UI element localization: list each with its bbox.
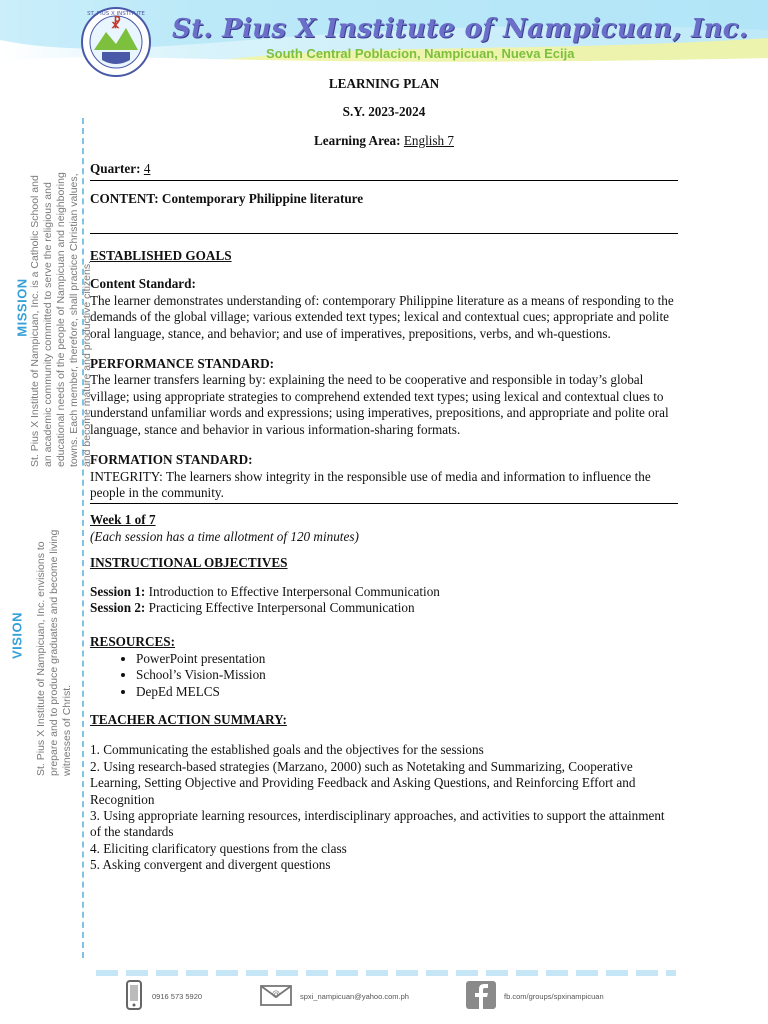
session-note: (Each session has a time allotment of 120 minutes) (90, 528, 359, 544)
formation-text: INTEGRITY: The learners show integrity in the responsible use of media and information to influence the people in the community. (90, 468, 651, 500)
vision-text: St. Pius X Institute of Nampicuan, Inc. envisions to prepare and to produce graduates and become living witnesses of Christ. (35, 529, 73, 776)
learning-plan-document (90, 76, 678, 874)
footer-email (260, 980, 409, 1012)
list-item: • DepEd MELCS (136, 684, 678, 700)
footer-divider (96, 970, 676, 976)
school-logo (80, 6, 152, 78)
list-item: 3. Using appropriate learning resources, interdisciplinary approaches, and activities to support the attainment of the standards (90, 808, 665, 840)
phone-icon (124, 980, 144, 1012)
school-address: South Central Poblacion, Nampicuan, Nueva Ecija (266, 46, 575, 61)
session-item (90, 600, 678, 616)
session-label: Session 1: (90, 583, 146, 599)
list-item: 2. Using research-based strategies (Marzano, 2000) such as Notetaking and Summarizing, Cooperative Learning, Setting Objective and Providing Feedback and Asking Questions, and Reinforcing Effort and Recognition (90, 758, 636, 807)
divider (90, 233, 678, 234)
content-line: CONTENT: Contemporary Philippine literature (90, 190, 364, 206)
footer-facebook (466, 980, 604, 1012)
formation-heading: FORMATION STANDARD: (90, 452, 253, 468)
facebook-link[interactable]: fb.com/groups/spxinampicuan (504, 991, 604, 1001)
quarter-line (90, 161, 678, 177)
list-item: 4. Eliciting clarificatory questions from the class (90, 840, 347, 856)
quarter-value: 4 (143, 161, 151, 177)
logo-text: ST. PIUS X INSTITUTE (87, 11, 145, 17)
objectives-heading: INSTRUCTIONAL OBJECTIVES (90, 555, 288, 571)
list-item: • PowerPoint presentation (136, 651, 678, 667)
learning-area-line (90, 133, 678, 149)
resources-heading: RESOURCES: (90, 634, 176, 650)
goals-heading: ESTABLISHED GOALS (90, 248, 232, 264)
school-name: St. Pius X Institute of Nampicuan, Inc. (172, 14, 749, 44)
facebook-icon (466, 981, 496, 1011)
performance-text: The learner transfers learning by: explaining the need to be cooperative and responsible in today’s global village; using appropriate strategies to comprehend extended text types; using lexical and contextual clues to understand unfamiliar words and expressions; using imperatives, prepositions, and appropriate and polite oral language, stance and behavior in various information-sharing formats. (90, 372, 669, 437)
session-label: Session 2: (90, 599, 146, 615)
doc-title: LEARNING PLAN (328, 76, 440, 91)
email-address: spxi_nampicuan@yahoo.com.ph (300, 991, 409, 1001)
session-item (90, 584, 678, 600)
mission-label: MISSION (14, 278, 30, 337)
email-icon (260, 983, 292, 1009)
teacher-actions-list (90, 742, 678, 873)
svg-text:☧: ☧ (110, 17, 122, 32)
list-item: • School’s Vision-Mission (136, 667, 678, 683)
resources-list (90, 651, 678, 700)
performance-heading: PERFORMANCE STANDARD: (90, 356, 275, 372)
divider (90, 180, 678, 181)
quarter-label: Quarter: (90, 161, 141, 177)
learning-area-label: Learning Area: (313, 132, 401, 148)
week-label: Week 1 of 7 (90, 512, 156, 528)
svg-text:@: @ (272, 989, 280, 998)
content-standard-heading: Content Standard: (90, 276, 196, 292)
session-text: Practicing Effective Interpersonal Communication (148, 599, 415, 615)
divider (90, 503, 678, 504)
list-item: 1. Communicating the established goals and the objectives for the sessions (90, 742, 484, 758)
vision-label: VISION (9, 611, 25, 660)
list-item: 5. Asking convergent and divergent questions (90, 857, 331, 873)
phone-number: 0916 573 5920 (152, 991, 203, 1001)
footer-phone (124, 980, 202, 1012)
school-year: S.Y. 2023-2024 (342, 104, 426, 120)
teacher-heading: TEACHER ACTION SUMMARY: (90, 711, 287, 727)
content-standard-text: The learner demonstrates understanding of: contemporary Philippine literature as a means of responding to the demands of the global village; various extended text types; lexical and contextual cues; appropriate and polite oral language, stance, and behavior; and use of imperatives, prepositions, verbs, and wh-questions. (90, 292, 674, 341)
mission-text: St. Pius X Institute of Nampicuan, Inc. is a Catholic School and an academic community committed to serve the religious and educational needs of the people of Nampicuan and neighboring towns. Each member, therefore, shall practice Christian values, and become mature and productive citizens. (29, 172, 93, 467)
session-text: Introduction to Effective Interpersonal Communication (148, 583, 440, 599)
learning-area-value: English 7 (403, 132, 455, 148)
